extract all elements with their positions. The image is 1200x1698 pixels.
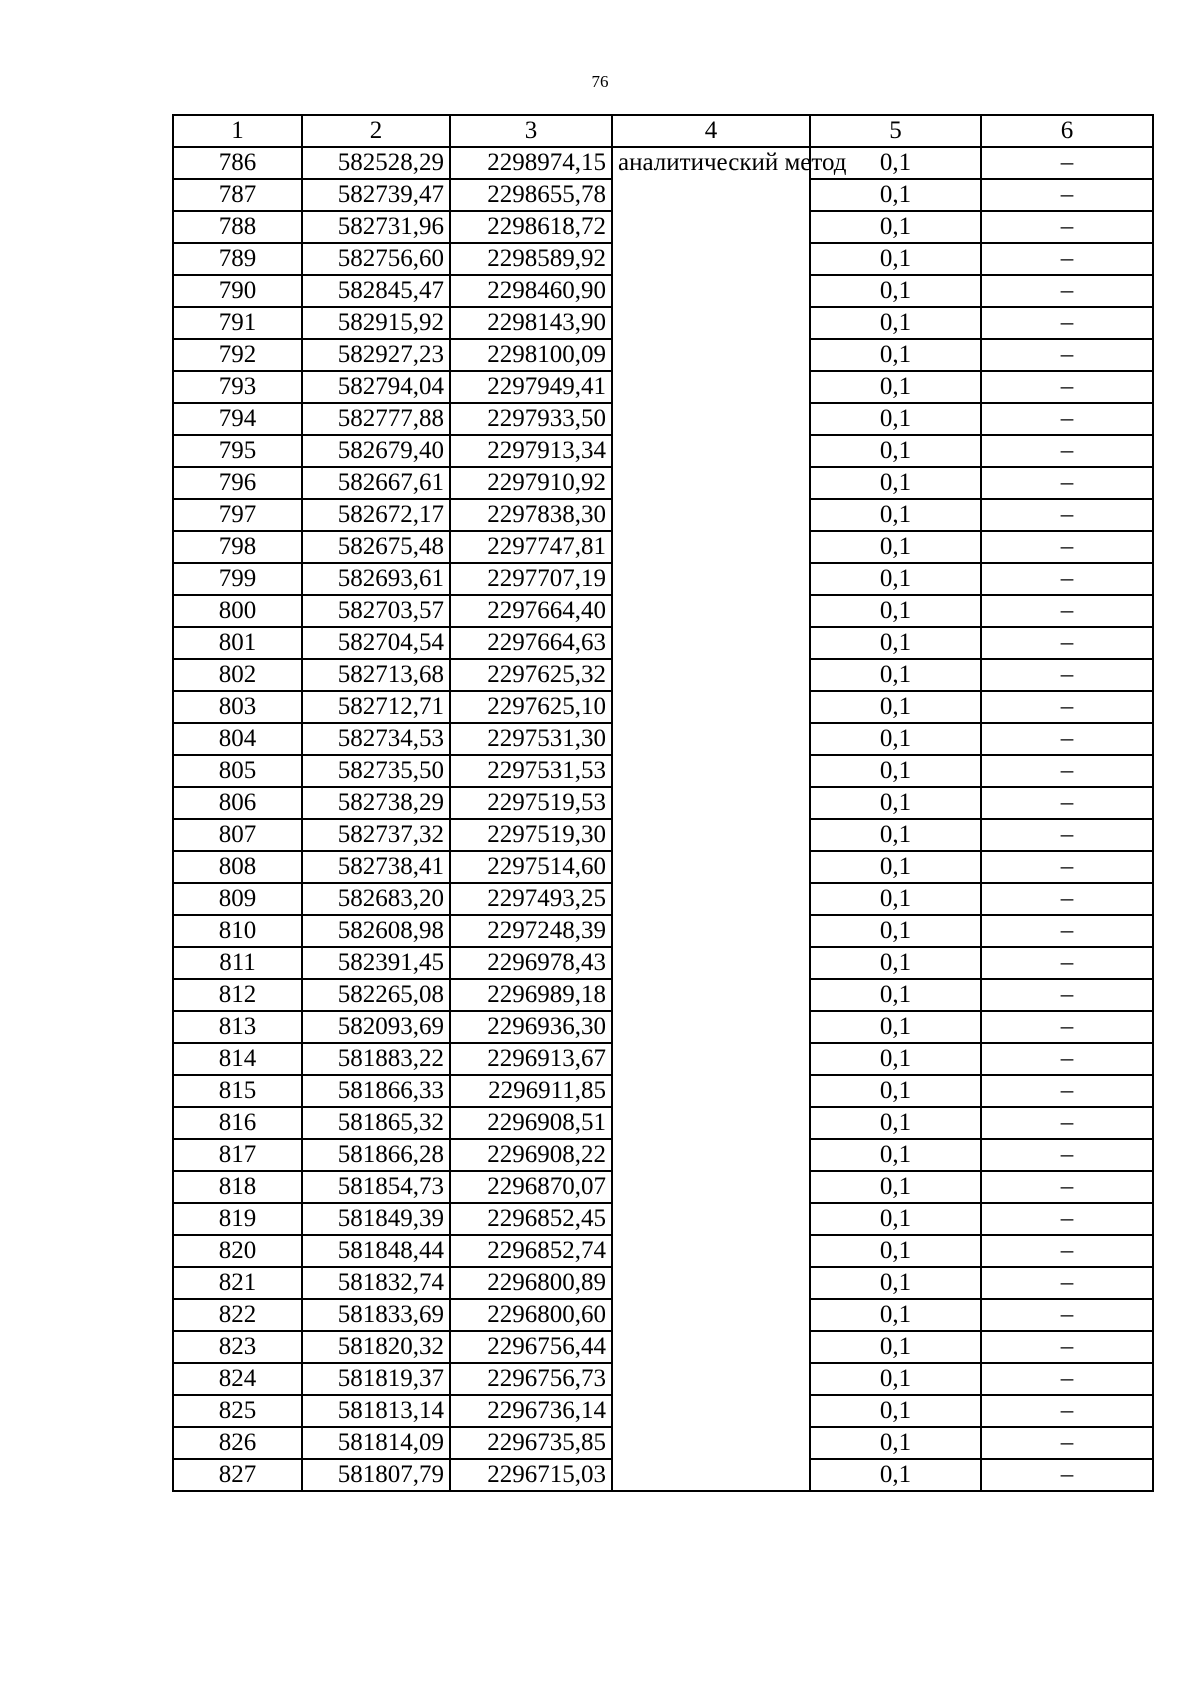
x-coordinate-cell: 581820,32 xyxy=(302,1331,450,1363)
point-number-cell: 813 xyxy=(173,1011,302,1043)
point-number-cell: 815 xyxy=(173,1075,302,1107)
header-cell-2: 2 xyxy=(302,115,450,147)
x-coordinate-cell: 582845,47 xyxy=(302,275,450,307)
y-coordinate-cell: 2296736,14 xyxy=(450,1395,612,1427)
x-coordinate-cell: 582734,53 xyxy=(302,723,450,755)
accuracy-cell: 0,1 xyxy=(810,563,981,595)
point-number-cell: 794 xyxy=(173,403,302,435)
accuracy-cell: 0,1 xyxy=(810,1395,981,1427)
point-number-cell: 792 xyxy=(173,339,302,371)
x-coordinate-cell: 582683,20 xyxy=(302,883,450,915)
y-coordinate-cell: 2296735,85 xyxy=(450,1427,612,1459)
point-number-cell: 787 xyxy=(173,179,302,211)
point-number-cell: 796 xyxy=(173,467,302,499)
x-coordinate-cell: 582608,98 xyxy=(302,915,450,947)
x-coordinate-cell: 581807,79 xyxy=(302,1459,450,1491)
point-number-cell: 795 xyxy=(173,435,302,467)
x-coordinate-cell: 582712,71 xyxy=(302,691,450,723)
point-number-cell: 800 xyxy=(173,595,302,627)
accuracy-cell: 0,1 xyxy=(810,1171,981,1203)
point-number-cell: 789 xyxy=(173,243,302,275)
x-coordinate-cell: 582667,61 xyxy=(302,467,450,499)
y-coordinate-cell: 2296989,18 xyxy=(450,979,612,1011)
description-cell: – xyxy=(981,1011,1153,1043)
y-coordinate-cell: 2298655,78 xyxy=(450,179,612,211)
point-number-cell: 816 xyxy=(173,1107,302,1139)
accuracy-cell: 0,1 xyxy=(810,691,981,723)
point-number-cell: 788 xyxy=(173,211,302,243)
x-coordinate-cell: 582756,60 xyxy=(302,243,450,275)
description-cell: – xyxy=(981,819,1153,851)
header-cell-4: 4 xyxy=(612,115,810,147)
description-cell: – xyxy=(981,1299,1153,1331)
point-number-cell: 807 xyxy=(173,819,302,851)
description-cell: – xyxy=(981,467,1153,499)
point-number-cell: 802 xyxy=(173,659,302,691)
accuracy-cell: 0,1 xyxy=(810,1043,981,1075)
x-coordinate-cell: 581849,39 xyxy=(302,1203,450,1235)
point-number-cell: 820 xyxy=(173,1235,302,1267)
description-cell: – xyxy=(981,1427,1153,1459)
description-cell: – xyxy=(981,755,1153,787)
accuracy-cell: 0,1 xyxy=(810,1363,981,1395)
description-cell: – xyxy=(981,307,1153,339)
x-coordinate-cell: 582713,68 xyxy=(302,659,450,691)
y-coordinate-cell: 2297910,92 xyxy=(450,467,612,499)
accuracy-cell: 0,1 xyxy=(810,595,981,627)
y-coordinate-cell: 2296911,85 xyxy=(450,1075,612,1107)
point-number-cell: 797 xyxy=(173,499,302,531)
description-cell: – xyxy=(981,1235,1153,1267)
description-cell: – xyxy=(981,595,1153,627)
accuracy-cell: 0,1 xyxy=(810,819,981,851)
description-cell: – xyxy=(981,563,1153,595)
description-cell: – xyxy=(981,1075,1153,1107)
accuracy-cell: 0,1 xyxy=(810,1107,981,1139)
accuracy-cell: 0,1 xyxy=(810,1459,981,1491)
accuracy-cell: 0,1 xyxy=(810,275,981,307)
description-cell: – xyxy=(981,1459,1153,1491)
accuracy-cell: 0,1 xyxy=(810,1075,981,1107)
y-coordinate-cell: 2297248,39 xyxy=(450,915,612,947)
x-coordinate-cell: 581865,32 xyxy=(302,1107,450,1139)
x-coordinate-cell: 581854,73 xyxy=(302,1171,450,1203)
point-number-cell: 827 xyxy=(173,1459,302,1491)
description-cell: – xyxy=(981,339,1153,371)
description-cell: – xyxy=(981,915,1153,947)
point-number-cell: 826 xyxy=(173,1427,302,1459)
description-cell: – xyxy=(981,531,1153,563)
y-coordinate-cell: 2297933,50 xyxy=(450,403,612,435)
accuracy-cell: 0,1 xyxy=(810,1267,981,1299)
y-coordinate-cell: 2297531,30 xyxy=(450,723,612,755)
x-coordinate-cell: 582704,54 xyxy=(302,627,450,659)
table-body xyxy=(173,147,1153,1491)
y-coordinate-cell: 2297493,25 xyxy=(450,883,612,915)
x-coordinate-cell: 582703,57 xyxy=(302,595,450,627)
y-coordinate-cell: 2297747,81 xyxy=(450,531,612,563)
x-coordinate-cell: 582672,17 xyxy=(302,499,450,531)
accuracy-cell: 0,1 xyxy=(810,883,981,915)
y-coordinate-cell: 2297519,30 xyxy=(450,819,612,851)
x-coordinate-cell: 582679,40 xyxy=(302,435,450,467)
y-coordinate-cell: 2297913,34 xyxy=(450,435,612,467)
description-cell: – xyxy=(981,979,1153,1011)
y-coordinate-cell: 2298618,72 xyxy=(450,211,612,243)
accuracy-cell: 0,1 xyxy=(810,435,981,467)
y-coordinate-cell: 2297664,40 xyxy=(450,595,612,627)
accuracy-cell: 0,1 xyxy=(810,755,981,787)
description-cell: – xyxy=(981,851,1153,883)
accuracy-cell: 0,1 xyxy=(810,211,981,243)
accuracy-cell: 0,1 xyxy=(810,147,981,179)
description-cell: – xyxy=(981,947,1153,979)
accuracy-cell: 0,1 xyxy=(810,659,981,691)
y-coordinate-cell: 2296908,51 xyxy=(450,1107,612,1139)
point-number-cell: 793 xyxy=(173,371,302,403)
y-coordinate-cell: 2296756,44 xyxy=(450,1331,612,1363)
x-coordinate-cell: 581833,69 xyxy=(302,1299,450,1331)
accuracy-cell: 0,1 xyxy=(810,979,981,1011)
y-coordinate-cell: 2296756,73 xyxy=(450,1363,612,1395)
description-cell: – xyxy=(981,435,1153,467)
point-number-cell: 814 xyxy=(173,1043,302,1075)
description-cell: – xyxy=(981,1043,1153,1075)
accuracy-cell: 0,1 xyxy=(810,371,981,403)
point-number-cell: 805 xyxy=(173,755,302,787)
point-number-cell: 806 xyxy=(173,787,302,819)
description-cell: – xyxy=(981,1267,1153,1299)
description-cell: – xyxy=(981,499,1153,531)
description-cell: – xyxy=(981,1363,1153,1395)
y-coordinate-cell: 2298974,15 xyxy=(450,147,612,179)
accuracy-cell: 0,1 xyxy=(810,467,981,499)
x-coordinate-cell: 582738,29 xyxy=(302,787,450,819)
x-coordinate-cell: 582731,96 xyxy=(302,211,450,243)
accuracy-cell: 0,1 xyxy=(810,1235,981,1267)
x-coordinate-cell: 582738,41 xyxy=(302,851,450,883)
y-coordinate-cell: 2297519,53 xyxy=(450,787,612,819)
accuracy-cell: 0,1 xyxy=(810,403,981,435)
x-coordinate-cell: 581848,44 xyxy=(302,1235,450,1267)
point-number-cell: 808 xyxy=(173,851,302,883)
point-number-cell: 803 xyxy=(173,691,302,723)
point-number-cell: 822 xyxy=(173,1299,302,1331)
x-coordinate-cell: 581814,09 xyxy=(302,1427,450,1459)
x-coordinate-cell: 581819,37 xyxy=(302,1363,450,1395)
accuracy-cell: 0,1 xyxy=(810,1299,981,1331)
y-coordinate-cell: 2296978,43 xyxy=(450,947,612,979)
point-number-cell: 798 xyxy=(173,531,302,563)
point-number-cell: 823 xyxy=(173,1331,302,1363)
description-cell: – xyxy=(981,787,1153,819)
accuracy-cell: 0,1 xyxy=(810,1203,981,1235)
point-number-cell: 791 xyxy=(173,307,302,339)
method-cell: аналитический метод xyxy=(612,147,810,1491)
description-cell: – xyxy=(981,659,1153,691)
y-coordinate-cell: 2296852,74 xyxy=(450,1235,612,1267)
header-cell-5: 5 xyxy=(810,115,981,147)
description-cell: – xyxy=(981,403,1153,435)
description-cell: – xyxy=(981,1331,1153,1363)
point-number-cell: 804 xyxy=(173,723,302,755)
x-coordinate-cell: 582528,29 xyxy=(302,147,450,179)
y-coordinate-cell: 2296800,60 xyxy=(450,1299,612,1331)
x-coordinate-cell: 582693,61 xyxy=(302,563,450,595)
x-coordinate-cell: 581813,14 xyxy=(302,1395,450,1427)
y-coordinate-cell: 2296715,03 xyxy=(450,1459,612,1491)
y-coordinate-cell: 2298460,90 xyxy=(450,275,612,307)
point-number-cell: 817 xyxy=(173,1139,302,1171)
accuracy-cell: 0,1 xyxy=(810,1011,981,1043)
accuracy-cell: 0,1 xyxy=(810,179,981,211)
accuracy-cell: 0,1 xyxy=(810,1331,981,1363)
accuracy-cell: 0,1 xyxy=(810,1427,981,1459)
header-cell-6: 6 xyxy=(981,115,1153,147)
description-cell: – xyxy=(981,147,1153,179)
description-cell: – xyxy=(981,883,1153,915)
point-number-cell: 812 xyxy=(173,979,302,1011)
description-cell: – xyxy=(981,1171,1153,1203)
description-cell: – xyxy=(981,179,1153,211)
description-cell: – xyxy=(981,723,1153,755)
accuracy-cell: 0,1 xyxy=(810,499,981,531)
description-cell: – xyxy=(981,1107,1153,1139)
y-coordinate-cell: 2298143,90 xyxy=(450,307,612,339)
y-coordinate-cell: 2298100,09 xyxy=(450,339,612,371)
point-number-cell: 825 xyxy=(173,1395,302,1427)
point-number-cell: 790 xyxy=(173,275,302,307)
y-coordinate-cell: 2297838,30 xyxy=(450,499,612,531)
x-coordinate-cell: 581832,74 xyxy=(302,1267,450,1299)
point-number-cell: 799 xyxy=(173,563,302,595)
accuracy-cell: 0,1 xyxy=(810,1139,981,1171)
description-cell: – xyxy=(981,275,1153,307)
point-number-cell: 801 xyxy=(173,627,302,659)
point-number-cell: 824 xyxy=(173,1363,302,1395)
x-coordinate-cell: 582794,04 xyxy=(302,371,450,403)
description-cell: – xyxy=(981,1395,1153,1427)
point-number-cell: 821 xyxy=(173,1267,302,1299)
accuracy-cell: 0,1 xyxy=(810,787,981,819)
y-coordinate-cell: 2296852,45 xyxy=(450,1203,612,1235)
table-row xyxy=(173,147,1153,179)
y-coordinate-cell: 2296800,89 xyxy=(450,1267,612,1299)
y-coordinate-cell: 2296870,07 xyxy=(450,1171,612,1203)
x-coordinate-cell: 582927,23 xyxy=(302,339,450,371)
x-coordinate-cell: 582739,47 xyxy=(302,179,450,211)
accuracy-cell: 0,1 xyxy=(810,531,981,563)
x-coordinate-cell: 582265,08 xyxy=(302,979,450,1011)
description-cell: – xyxy=(981,371,1153,403)
header-row xyxy=(173,115,1153,147)
accuracy-cell: 0,1 xyxy=(810,307,981,339)
y-coordinate-cell: 2297625,10 xyxy=(450,691,612,723)
accuracy-cell: 0,1 xyxy=(810,339,981,371)
point-number-cell: 819 xyxy=(173,1203,302,1235)
point-number-cell: 786 xyxy=(173,147,302,179)
y-coordinate-cell: 2296913,67 xyxy=(450,1043,612,1075)
x-coordinate-cell: 582915,92 xyxy=(302,307,450,339)
description-cell: – xyxy=(981,691,1153,723)
y-coordinate-cell: 2297625,32 xyxy=(450,659,612,691)
coordinates-table xyxy=(172,114,1154,1492)
y-coordinate-cell: 2297949,41 xyxy=(450,371,612,403)
header-cell-3: 3 xyxy=(450,115,612,147)
header-cell-1: 1 xyxy=(173,115,302,147)
point-number-cell: 818 xyxy=(173,1171,302,1203)
accuracy-cell: 0,1 xyxy=(810,243,981,275)
point-number-cell: 811 xyxy=(173,947,302,979)
y-coordinate-cell: 2297531,53 xyxy=(450,755,612,787)
accuracy-cell: 0,1 xyxy=(810,947,981,979)
x-coordinate-cell: 581866,33 xyxy=(302,1075,450,1107)
x-coordinate-cell: 582735,50 xyxy=(302,755,450,787)
point-number-cell: 810 xyxy=(173,915,302,947)
x-coordinate-cell: 582391,45 xyxy=(302,947,450,979)
accuracy-cell: 0,1 xyxy=(810,723,981,755)
y-coordinate-cell: 2297514,60 xyxy=(450,851,612,883)
page-number: 76 xyxy=(591,72,609,91)
x-coordinate-cell: 582093,69 xyxy=(302,1011,450,1043)
y-coordinate-cell: 2297707,19 xyxy=(450,563,612,595)
description-cell: – xyxy=(981,1203,1153,1235)
description-cell: – xyxy=(981,627,1153,659)
x-coordinate-cell: 581883,22 xyxy=(302,1043,450,1075)
accuracy-cell: 0,1 xyxy=(810,851,981,883)
description-cell: – xyxy=(981,1139,1153,1171)
x-coordinate-cell: 581866,28 xyxy=(302,1139,450,1171)
x-coordinate-cell: 582737,32 xyxy=(302,819,450,851)
x-coordinate-cell: 582777,88 xyxy=(302,403,450,435)
y-coordinate-cell: 2297664,63 xyxy=(450,627,612,659)
y-coordinate-cell: 2298589,92 xyxy=(450,243,612,275)
x-coordinate-cell: 582675,48 xyxy=(302,531,450,563)
y-coordinate-cell: 2296936,30 xyxy=(450,1011,612,1043)
accuracy-cell: 0,1 xyxy=(810,915,981,947)
y-coordinate-cell: 2296908,22 xyxy=(450,1139,612,1171)
description-cell: – xyxy=(981,211,1153,243)
point-number-cell: 809 xyxy=(173,883,302,915)
description-cell: – xyxy=(981,243,1153,275)
accuracy-cell: 0,1 xyxy=(810,627,981,659)
